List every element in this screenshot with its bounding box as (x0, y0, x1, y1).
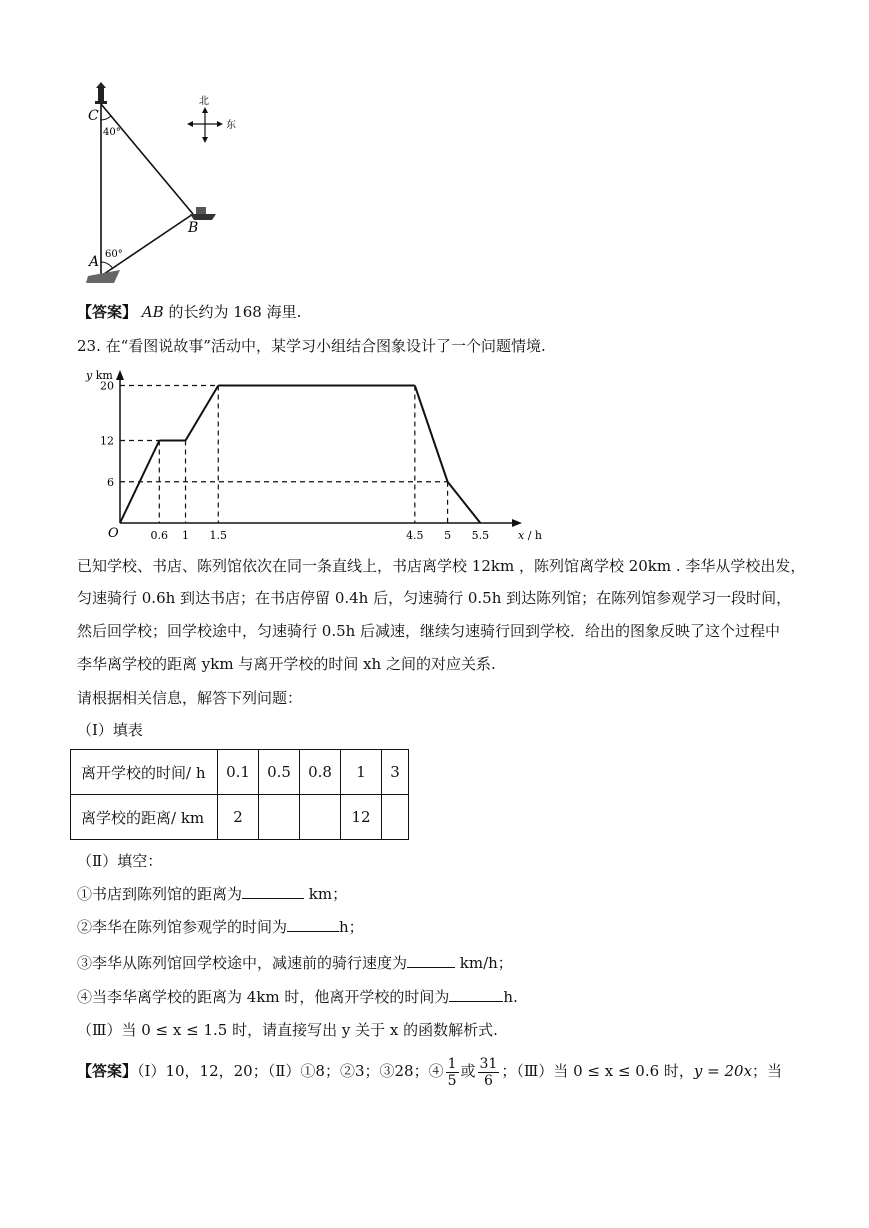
fill-item-1: ①书店到陈列馆的距离为 km； (77, 885, 348, 903)
y-tick-label: 6 (107, 475, 114, 489)
fraction: $\frac{31}{6}$ (479, 1055, 498, 1089)
north-label: 北 (199, 96, 209, 107)
lighthouse-icon (95, 82, 107, 104)
angle-c: 40° (103, 127, 121, 138)
series-segment (186, 386, 219, 441)
ship-icon (190, 207, 216, 220)
angle-a: 60° (105, 249, 123, 260)
x-tick-label: 1 (182, 529, 190, 542)
ship-icon (86, 270, 120, 283)
paragraph-line-3: 然后回学校；回学校途中，匀速骑行 0.5h 后减速，继续匀速骑行回到学校．给出的图象反映了这个过程中 (77, 622, 781, 640)
table-cell: 0.5 (259, 750, 300, 795)
x-tick-label: 5.5 (471, 529, 490, 542)
fraction: $\frac{1}{5}$ (447, 1055, 457, 1089)
paragraph-line-4: 李华离学校的距离 ykm 与离开学校的时间 xh 之间的对应关系. (77, 655, 496, 673)
fill-item-3: ③李华从陈列馆回学校途中，减速前的骑行速度为 km/h； (77, 954, 513, 972)
y-tick-label: 12 (100, 434, 114, 448)
east-label: 东 (226, 120, 236, 131)
fill-in-table (70, 749, 409, 840)
table-cell: 3 (382, 750, 409, 795)
table-cell[interactable] (382, 795, 409, 840)
part-1-heading: （Ⅰ）填表 (77, 721, 143, 739)
label-a: A (89, 254, 100, 270)
table-row (71, 795, 409, 840)
table-row-head: 离学校的距离/ km (71, 795, 218, 840)
answer-23: 【答案】（Ⅰ）10，12，20；（Ⅱ）①8；②3；③28；④ $\frac{1}{5}$ 或 $\frac{31}{6}$ ；（Ⅲ）当 0 ≤ x ≤ 0.6 时，y = 20x；当 (77, 1055, 783, 1089)
answer-22: 【答案】 AB 的长约为 168 海里. (77, 303, 302, 321)
answer-blank[interactable] (287, 917, 339, 932)
x-tick-label: 1.5 (209, 529, 228, 542)
paragraph-line-2: 匀速骑行 0.6h 到达书店；在书店停留 0.4h 后，匀速骑行 0.5h 到达陈列馆；在陈列馆参观学习一段时间， (77, 589, 792, 607)
series-segment (448, 482, 481, 523)
x-tick-label: 4.5 (406, 529, 424, 542)
table-cell[interactable] (300, 795, 341, 840)
question-23-intro: 23. 在“看图说故事”活动中，某学习小组结合图象设计了一个问题情境. (77, 337, 546, 355)
prompt: 请根据相关信息，解答下列问题： (77, 689, 303, 707)
fill-item-4: ④当李华离学校的距离为 4km 时，他离开学校的时间为 h. (77, 988, 518, 1006)
fill-item-2: ②李华在陈列馆参观学的时间为 h； (77, 918, 364, 936)
x-axis-label: x / h (518, 529, 543, 542)
answer-blank[interactable] (242, 884, 304, 899)
part-2-heading: （Ⅱ）填空： (77, 852, 163, 870)
table-cell: 0.1 (218, 750, 259, 795)
paragraph-line-1: 已知学校、书店、陈列馆依次在同一条直线上，书店离学校 12km ，陈列馆离学校 20km . 李华从学校出发， (77, 557, 806, 575)
table-cell: 12 (341, 795, 382, 840)
label-b: B (188, 220, 199, 236)
answer-blank[interactable] (407, 953, 455, 968)
y-axis-label: y km (86, 369, 113, 382)
table-cell: 2 (218, 795, 259, 840)
origin-label: O (108, 526, 119, 541)
answer-blank[interactable] (449, 987, 503, 1002)
series-segment (415, 386, 448, 482)
table-row-head: 离开学校的时间/ h (71, 750, 218, 795)
compass-icon (187, 107, 223, 143)
triangle-figure (80, 80, 250, 295)
series-segment (120, 441, 159, 524)
x-axis-arrow (512, 519, 522, 527)
y-axis-arrow (116, 370, 124, 380)
distance-time-chart (75, 365, 543, 545)
table-row (71, 750, 409, 795)
x-tick-label: 0.6 (150, 529, 169, 542)
table-cell: 0.8 (300, 750, 341, 795)
table-cell[interactable] (259, 795, 300, 840)
part-3-heading: （Ⅲ）当 0 ≤ x ≤ 1.5 时，请直接写出 y 关于 x 的函数解析式. (77, 1021, 498, 1039)
table-cell: 1 (341, 750, 382, 795)
x-tick-label: 5 (444, 529, 452, 542)
y-tick-label: 20 (100, 379, 114, 393)
label-c: C (88, 108, 99, 124)
